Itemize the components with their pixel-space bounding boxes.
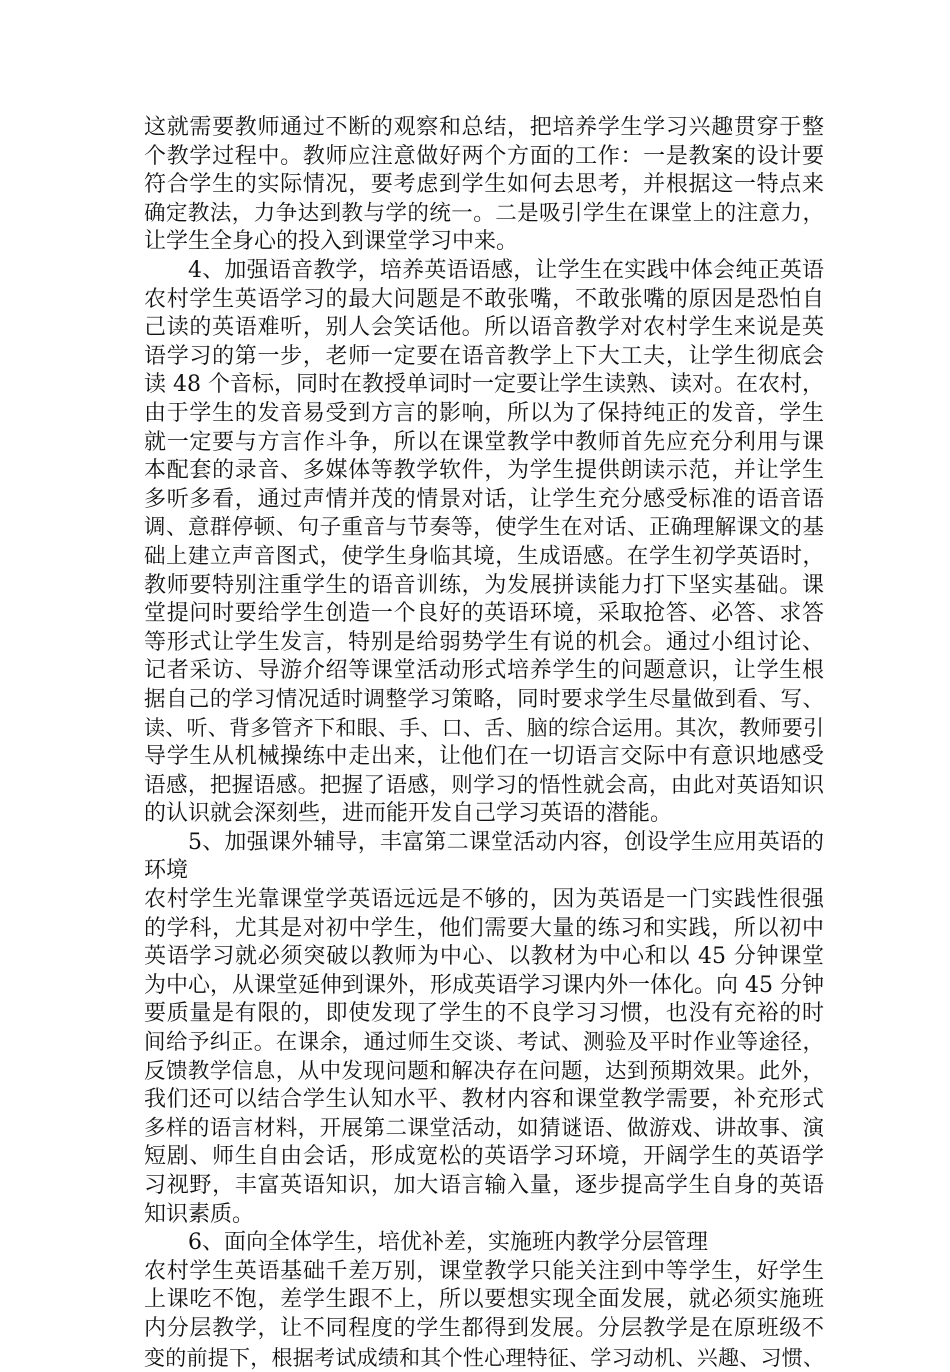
text-line: 就一定要与方言作斗争，所以在课堂教学中教师首先应充分利用与课: [144, 429, 824, 455]
text-line: 多样的语言材料，开展第二课堂活动，如猜谜语、做游戏、讲故事、演: [144, 1115, 824, 1141]
text-line: 教师要特别注重学生的语音训练，为发展拼读能力打下坚实基础。课: [144, 572, 824, 598]
text-line: 英语学习就必须突破以教师为中心、以教材为中心和以 45 分钟课堂: [144, 944, 824, 970]
text-line: 确定教法，力争达到教与学的统一。二是吸引学生在课堂上的注意力，: [144, 200, 824, 226]
text-line: 反馈教学信息，从中发现问题和解决存在问题，达到预期效果。此外，: [144, 1058, 824, 1084]
text-line: 农村学生英语学习的最大问题是不敢张嘴，不敢张嘴的原因是恐怕自: [144, 286, 824, 312]
text-line: 农村学生光靠课堂学英语远远是不够的，因为英语是一门实践性很强: [144, 887, 824, 913]
text-line: 要质量是有限的，即使发现了学生的不良学习习惯，也没有充裕的时: [144, 1001, 824, 1027]
text-line: 个教学过程中。教师应注意做好两个方面的工作：一是教案的设计要: [144, 143, 824, 169]
text-line: 符合学生的实际情况，要考虑到学生如何去思考，并根据这一特点来: [144, 172, 824, 198]
text-line: 导学生从机械操练中走出来，让他们在一切语言交际中有意识地感受: [144, 744, 824, 770]
section-heading: 5、加强课外辅导，丰富第二课堂活动内容，创设学生应用英语的: [188, 829, 824, 855]
text-line: 语感，把握语感。把握了语感，则学习的悟性就会高，由此对英语知识: [144, 772, 824, 798]
text-line: 知识素质。: [144, 1201, 255, 1227]
document-page: [144, 114, 824, 1372]
text-line: 这就需要教师通过不断的观察和总结，把培养学生学习兴趣贯穿于整: [144, 115, 824, 140]
text-line: 为中心，从课堂延伸到课外，形成英语学习课内外一体化。向 45 分钟: [144, 972, 824, 998]
text-line: 我们还可以结合学生认知水平、教材内容和课堂教学需要，补充形式: [144, 1087, 824, 1113]
text-line: 内分层教学，让不同程度的学生都得到发展。分层教学是在原班级不: [144, 1315, 824, 1341]
text-line: 等形式让学生发言，特别是给弱势学生有说的机会。通过小组讨论、: [144, 629, 824, 655]
text-line: 上课吃不饱，差学生跟不上，所以要想实现全面发展，就必须实施班: [144, 1287, 824, 1313]
text-line: 记者采访、导游介绍等课堂活动形式培养学生的问题意识，让学生根: [144, 658, 824, 684]
text-line: 堂提问时要给学生创造一个良好的英语环境，采取抢答、必答、求答: [144, 601, 824, 627]
text-line: 的认识就会深刻些，进而能开发自己学习英语的潜能。: [144, 801, 673, 827]
text-line: 多听多看，通过声情并茂的情景对话，让学生充分感受标准的语音语: [144, 486, 824, 512]
text-line: 础上建立声音图式，使学生身临其境，生成语感。在学生初学英语时，: [144, 543, 824, 569]
text-line: 短剧、师生自由会话，形成宽松的英语学习环境，开阔学生的英语学: [144, 1144, 824, 1170]
text-line: 读、听、背多管齐下和眼、手、口、舌、脑的综合运用。其次，教师要引: [144, 716, 824, 741]
text-line: 习视野，丰富英语知识，加大语言输入量，逐步提高学生自身的英语: [144, 1172, 824, 1198]
text-line: 由于学生的发音易受到方言的影响，所以为了保持纯正的发音，学生: [144, 400, 824, 426]
text-line: 间给予纠正。在课余，通过师生交谈、考试、测验及平时作业等途径，: [144, 1030, 824, 1055]
section-heading: 4、加强语音教学，培养英语语感，让学生在实践中体会纯正英语: [188, 257, 824, 283]
text-line: 本配套的录音、多媒体等教学软件，为学生提供朗读示范，并让学生: [144, 458, 824, 484]
text-line: 变的前提下，根据考试成绩和其个性心理特征、学习动机、兴趣、习惯、: [144, 1345, 824, 1370]
text-line: 环境: [144, 858, 189, 884]
text-line: 己读的英语难听，别人会笑话他。所以语音教学对农村学生来说是英: [144, 315, 824, 341]
text-line: 农村学生英语基础千差万别，课堂教学只能关注到中等学生，好学生: [144, 1258, 824, 1284]
text-line: 的学科，尤其是对初中学生，他们需要大量的练习和实践，所以初中: [144, 915, 824, 941]
text-line: 读 48 个音标，同时在教授单词时一定要让学生读熟、读对。在农村，: [144, 372, 824, 398]
text-line: 调、意群停顿、句子重音与节奏等，使学生在对话、正确理解课文的基: [144, 515, 824, 541]
text-line: 语学习的第一步，老师一定要在语音教学上下大工夫，让学生彻底会: [144, 343, 824, 369]
text-line: 据自己的学习情况适时调整学习策略，同时要求学生尽量做到看、写、: [144, 686, 824, 712]
section-heading: 6、面向全体学生，培优补差，实施班内教学分层管理: [188, 1230, 708, 1256]
text-line: 让学生全身心的投入到课堂学习中来。: [144, 229, 519, 255]
